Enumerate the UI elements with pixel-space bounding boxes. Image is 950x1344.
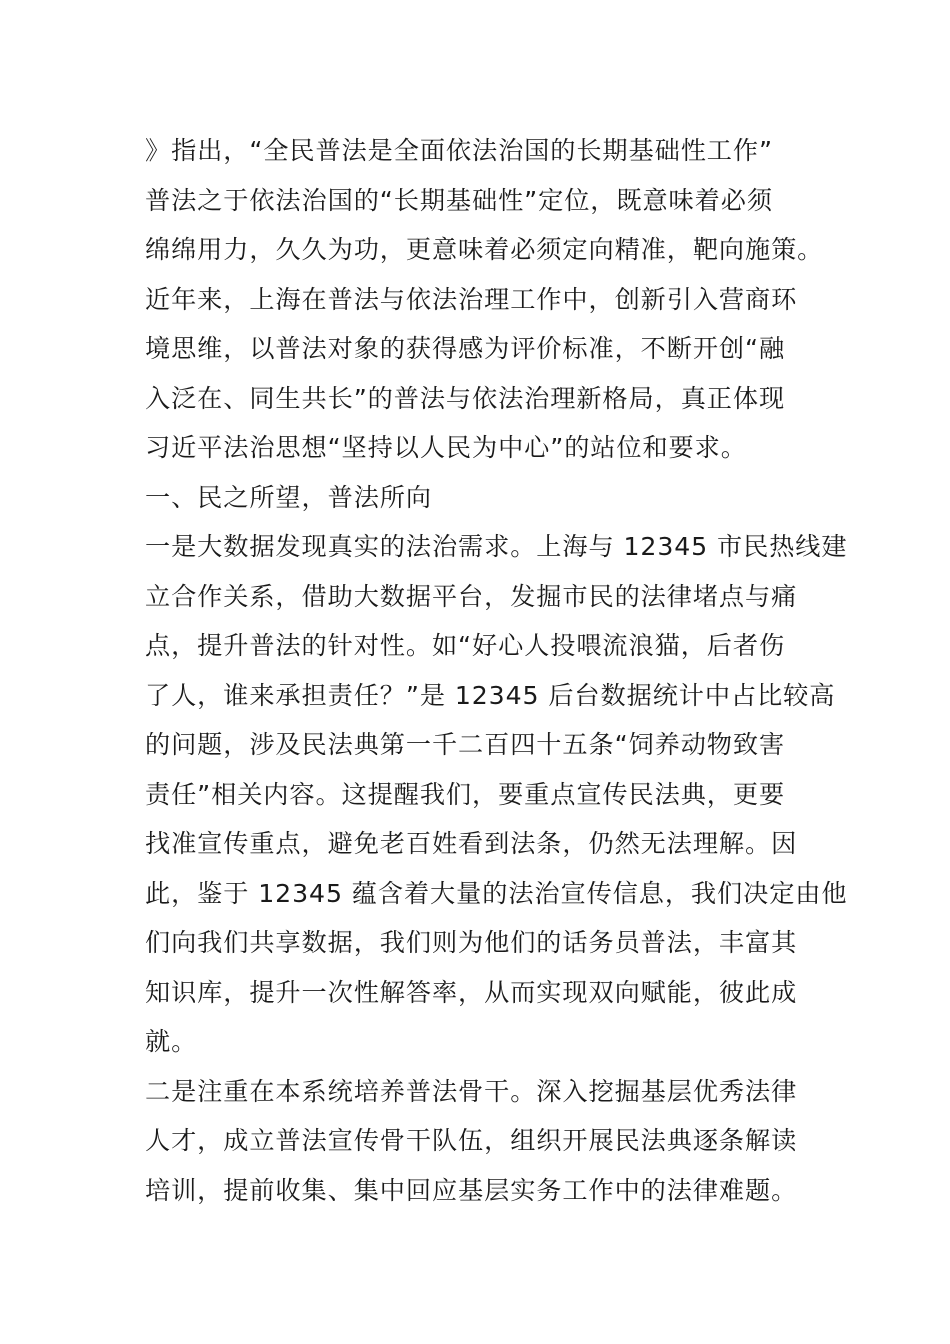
- text-line: 二是注重在本系统培养普法骨干。深入挖掘基层优秀法律: [145, 1076, 798, 1106]
- text-line: 点，提升普法的针对性。如“好心人投喂流浪猫，后者伤: [145, 631, 786, 660]
- text-line: 境思维，以普法对象的获得感为评价标准，不断开创“融: [145, 334, 786, 363]
- text-line: 人才，成立普法宣传骨干队伍，组织开展民法典逐条解读: [145, 1126, 798, 1155]
- section-heading: 一、民之所望，普法所向: [145, 482, 432, 512]
- text-line: 找准宣传重点，避免老百姓看到法条，仍然无法理解。因: [145, 829, 798, 858]
- text-line: 》指出，“全民普法是全面依法治国的长期基础性工作”: [145, 136, 773, 165]
- text-line: 一是大数据发现真实的法治需求。上海与 12345 市民热线建: [145, 532, 848, 561]
- text-line: 责任”相关内容。这提醒我们，要重点宣传民法典，更要: [145, 779, 786, 809]
- document-body: [145, 126, 848, 1215]
- text-line: 此，鉴于 12345 蕴含着大量的法治宣传信息，我们决定由他: [145, 878, 848, 908]
- text-line: 就。: [145, 1027, 198, 1056]
- text-line: 立合作关系，借助大数据平台，发掘市民的法律堵点与痛: [145, 581, 798, 611]
- text-line: 绵绵用力，久久为功，更意味着必须定向精准，靶向施策。: [145, 235, 824, 264]
- text-line: 了人，谁来承担责任？”是 12345 后台数据统计中占比较高: [145, 680, 836, 710]
- text-line: 培训，提前收集、集中回应基层实务工作中的法律难题。: [145, 1175, 798, 1205]
- text-line: 普法之于依法治国的“长期基础性”定位，既意味着必须: [145, 185, 773, 215]
- text-line: 的问题，涉及民法典第一千二百四十五条“饲养动物致害: [145, 730, 786, 759]
- text-line: 们向我们共享数据，我们则为他们的话务员普法，丰富其: [145, 928, 798, 957]
- text-line: 知识库，提升一次性解答率，从而实现双向赋能，彼此成: [145, 977, 798, 1007]
- text-line: 近年来，上海在普法与依法治理工作中，创新引入营商环: [145, 284, 798, 314]
- text-line: 习近平法治思想“坚持以人民为中心”的站位和要求。: [145, 433, 747, 462]
- text-line: 入泛在、同生共长”的普法与依法治理新格局，真正体现: [145, 383, 786, 413]
